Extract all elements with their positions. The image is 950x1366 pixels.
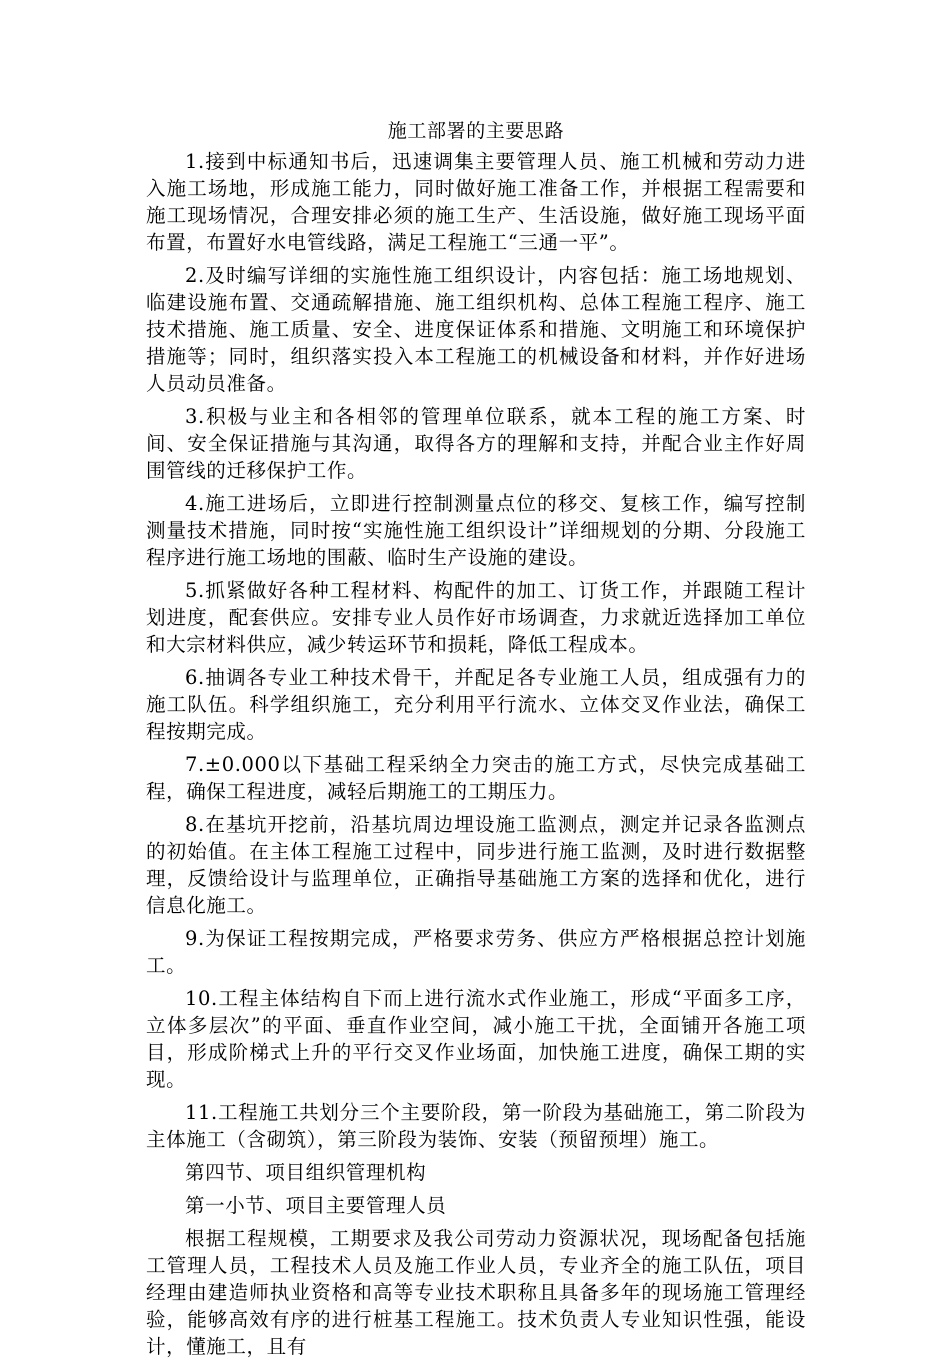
document-body (146, 118, 806, 1366)
paragraph-11: 11.工程施工共划分三个主要阶段，第一阶段为基础施工，第二阶段为主体施工（含砌筑），第三阶段为装饰、安装（预留预埋）施工。 (146, 1101, 806, 1151)
paragraph-3: 3.积极与业主和各相邻的管理单位联系，就本工程的施工方案、时间、安全保证措施与其沟通，取得各方的理解和支持，并配合业主作好周围管线的迁移保护工作。 (146, 405, 806, 482)
paragraph-5: 5.抓紧做好各种工程材料、构配件的加工、订货工作，并跟随工程计划进度，配套供应。安排专业人员作好市场调查，力求就近选择加工单位和大宗材料供应，减少转运环节和损耗，降低工程成本。 (146, 579, 806, 656)
subsection-heading: 第一小节、项目主要管理人员 (185, 1194, 447, 1217)
document-title: 施工部署的主要思路 (387, 120, 565, 142)
paragraph-4: 4.施工进场后，立即进行控制测量点位的移交、复核工作，编写控制测量技术措施，同时按“实施性施工组织设计”详细规划的分期、分段施工程序进行施工场地的围蔽、临时生产设施的建设。 (146, 492, 806, 569)
paragraph-1: 1.接到中标通知书后，迅速调集主要管理人员、施工机械和劳动力进入施工场地，形成施工能力，同时做好施工准备工作，并根据工程需要和施工现场情况，合理安排必须的施工生产、生活设施，做好施工现场平面布置，布置好水电管线路，满足工程施工“三通一平”。 (146, 150, 806, 254)
section-heading: 第四节、项目组织管理机构 (185, 1161, 427, 1184)
paragraph-10: 10.工程主体结构自下而上进行流水式作业施工，形成“平面多工序，立体多层次”的平面、垂直作业空间，减小施工干扰，全面铺开各施工项目，形成阶梯式上升的平行交叉作业场面，加快施工进度，确保工期的实现。 (146, 987, 806, 1091)
paragraph-2: 2.及时编写详细的实施性施工组织设计，内容包括：施工场地规划、临建设施布置、交通疏解措施、施工组织机构、总体工程施工程序、施工技术措施、施工质量、安全、进度保证体系和措施、文明施工和环境保护措施等；同时，组织落实投入本工程施工的机械设备和材料，并作好进场人员动员准备。 (146, 264, 806, 395)
paragraph-7: 7.±0.000以下基础工程采纳全力突击的施工方式，尽快完成基础工程，确保工程进度，减轻后期施工的工期压力。 (146, 753, 806, 803)
paragraph-9: 9.为保证工程按期完成，严格要求劳务、供应方严格根据总控计划施工。 (146, 927, 806, 977)
paragraph-6: 6.抽调各专业工种技术骨干，并配足各专业施工人员，组成强有力的施工队伍。科学组织施工，充分利用平行流水、立体交叉作业法，确保工程按期完成。 (146, 666, 806, 743)
closing-paragraph: 根据工程规模，工期要求及我公司劳动力资源状况，现场配备包括施工管理人员，工程技术人员及施工作业人员，专业齐全的施工队伍，项目经理由建造师执业资格和高等专业技术职称且具备多年的现场施工管理经验，能够高效有序的进行桩基工程施工。技术负责人专业知识性强，能设计，懂施工，且有 (146, 1227, 806, 1358)
paragraph-8: 8.在基坑开挖前，沿基坑周边埋设施工监测点，测定并记录各监测点的初始值。在主体工程施工过程中，同步进行施工监测，及时进行数据整理，反馈给设计与监理单位，正确指导基础施工方案的选择和优化，进行信息化施工。 (146, 813, 806, 917)
